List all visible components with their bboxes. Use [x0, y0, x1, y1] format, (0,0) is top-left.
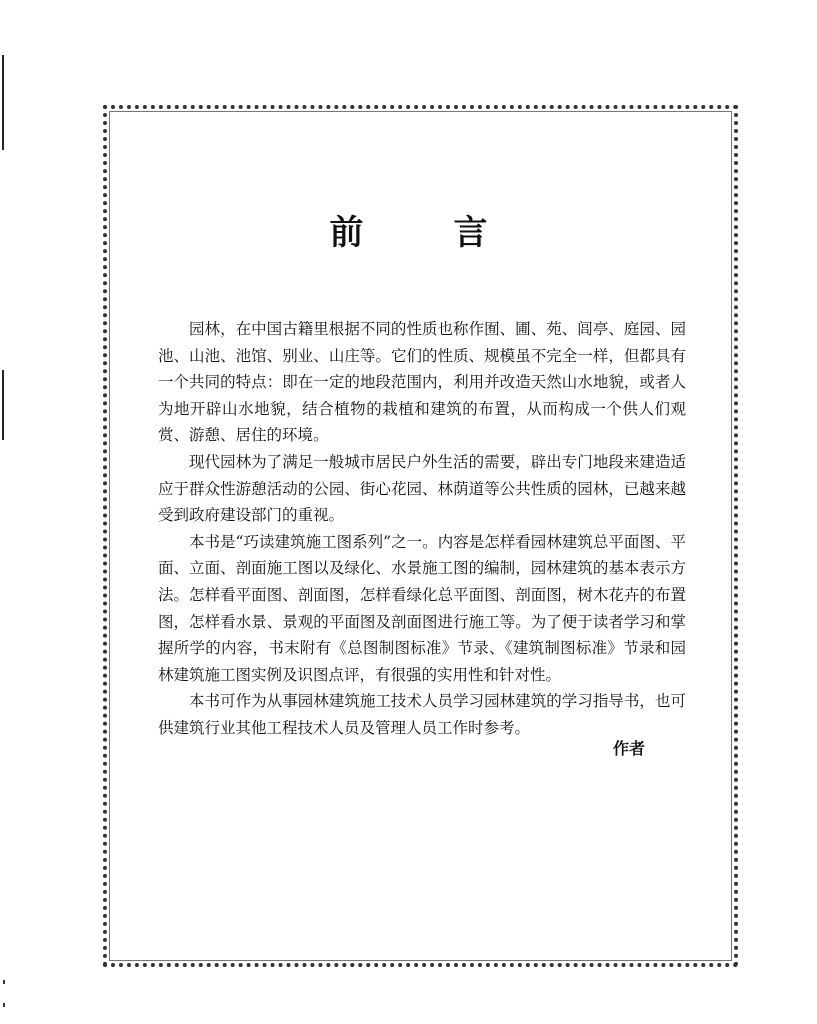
paragraph: 本书可作为从事园林建筑施工技术人员学习园林建筑的学习指导书，也可供建筑行业其他工程技术人员及管理人员工作时参考。: [158, 692, 686, 737]
title-char-1: 前: [329, 213, 364, 253]
scan-speck: [3, 980, 5, 984]
page-title: [0, 205, 817, 253]
paragraph: 现代园林为了满足一般城市居民户外生活的需要，辟出专门地段来建造适应于群众性游憩活动的公园、街心花园、林荫道等公共性质的园林，已越来越受到政府建设部门的重视。: [158, 452, 686, 525]
author-signature: 作者: [613, 739, 646, 758]
paragraph: 园林，在中国古籍里根据不同的性质也称作囿、圃、苑、闾亭、庭园、园池、山池、池馆、别业、山庄等。它们的性质、规模虽不完全一样，但都具有一个共同的特点：即在一定的地段范围内，利用并改造天然山水地貌，或者人为地开辟山水地貌，结合植物的栽植和建筑的布置，从而构成一个供人们观赏、游憩、居住的环境。: [158, 320, 686, 445]
preface-body: [158, 316, 686, 742]
title-char-2: 言: [453, 213, 488, 253]
scan-speck: [3, 1003, 5, 1007]
scan-edge-mark: [2, 370, 4, 440]
paragraph: 本书是“巧读建筑施工图系列”之一。内容是怎样看园林建筑总平面图、平面、立面、剖面施工图以及绿化、水景施工图的编制，园林建筑的基本表示方法。怎样看平面图、剖面图，怎样看绿化总平面图、剖面图，树木花卉的布置图，怎样看水景、景观的平面图及剖面图进行施工等。为了便于读者学习和掌握所学的内容，书末附有《总图制图标准》节录、《建筑制图标准》节录和园林建筑施工图实例及识图点评，有很强的实用性和针对性。: [158, 532, 686, 684]
scan-edge-mark: [2, 55, 4, 150]
